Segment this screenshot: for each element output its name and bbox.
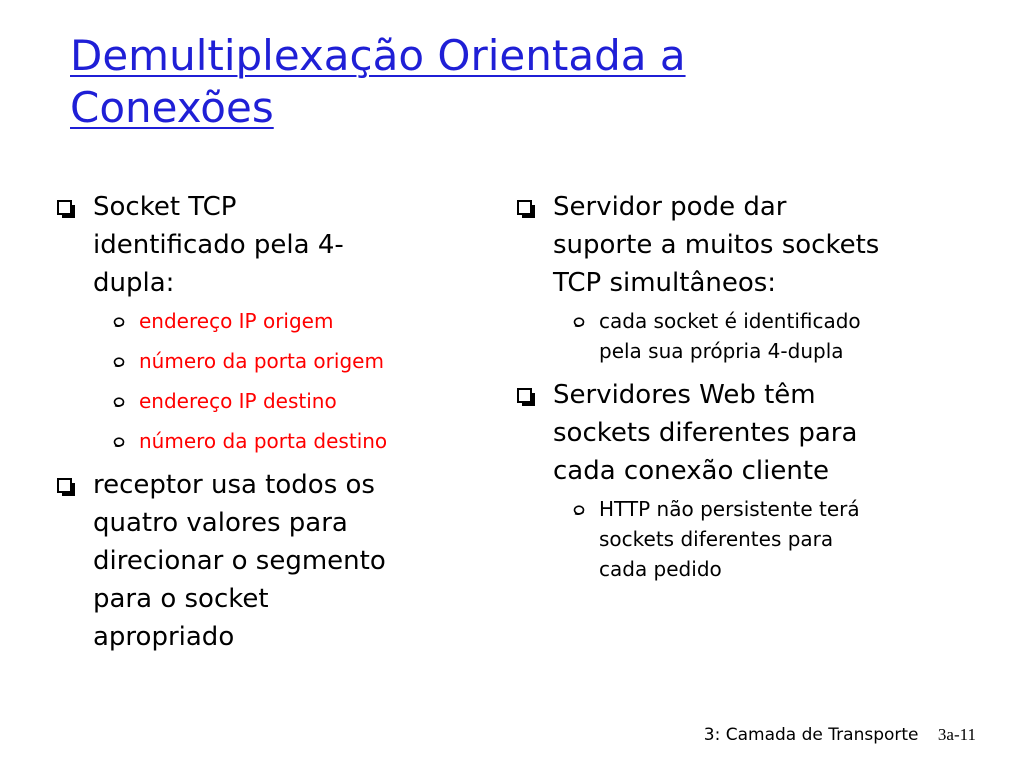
sub-bullet-porta-origem [93,346,485,376]
bullet-text-line: TCP simultâneos: [553,268,777,298]
footer-page-number: 3a-11 [937,725,976,744]
bullet-text-line: quatro valores para [93,508,348,538]
circle-bullet-icon [573,317,585,327]
sub-bullet-ip-destino [93,386,485,416]
left-column [55,188,485,662]
sub-bullet-text: sockets diferentes para [599,527,834,551]
bullet-text-line: Servidores Web têm [553,380,816,410]
circle-bullet-icon [113,357,125,367]
sub-bullet-http [553,494,985,584]
sub-bullet-ip-origem [93,306,485,336]
bullet-socket-tcp [55,188,485,456]
bullet-servidores-web [515,376,985,584]
sub-bullet-text: cada socket é identificado [599,309,861,333]
square-bullet-icon [517,200,532,215]
bullet-text-line: identificado pela 4- [93,230,344,260]
bullet-text-line: dupla: [93,268,175,298]
slide-title-line-1: Demultiplexação Orientada a [70,31,686,80]
sub-bullet-text: endereço IP origem [139,309,334,333]
bullet-text-line: cada conexão cliente [553,456,830,486]
sub-bullet-text: cada pedido [599,557,722,581]
sub-bullet-porta-destino [93,426,485,456]
bullet-text-line: apropriado [93,622,235,652]
circle-bullet-icon [573,505,585,515]
bullet-text-line: Servidor pode dar [553,192,787,222]
bullet-receptor [55,466,485,656]
sub-bullet-cada-socket [553,306,985,366]
sub-bullet-text: endereço IP destino [139,389,337,413]
sub-bullet-text: pela sua própria 4-dupla [599,339,844,363]
bullet-text-line: direcionar o segmento [93,546,386,576]
slide-footer [704,724,976,746]
square-bullet-icon [57,478,72,493]
slide-title-line-2: Conexões [70,83,274,132]
footer-chapter: 3: Camada de Transporte [703,725,919,745]
sub-bullet-text: número da porta destino [139,429,388,453]
circle-bullet-icon [113,437,125,447]
circle-bullet-icon [113,317,125,327]
bullet-text-line: para o socket [93,584,269,614]
bullet-servidor [515,188,985,366]
bullet-text-line: receptor usa todos os [93,470,375,500]
slide-title [70,30,970,134]
bullet-text-line: Socket TCP [93,192,237,222]
bullet-text-line: suporte a muitos sockets [553,230,880,260]
sub-bullet-text: HTTP não persistente terá [599,497,860,521]
square-bullet-icon [57,200,72,215]
circle-bullet-icon [113,397,125,407]
sub-bullet-text: número da porta origem [139,349,384,373]
square-bullet-icon [517,388,532,403]
bullet-text-line: sockets diferentes para [553,418,858,448]
right-column [515,188,985,594]
